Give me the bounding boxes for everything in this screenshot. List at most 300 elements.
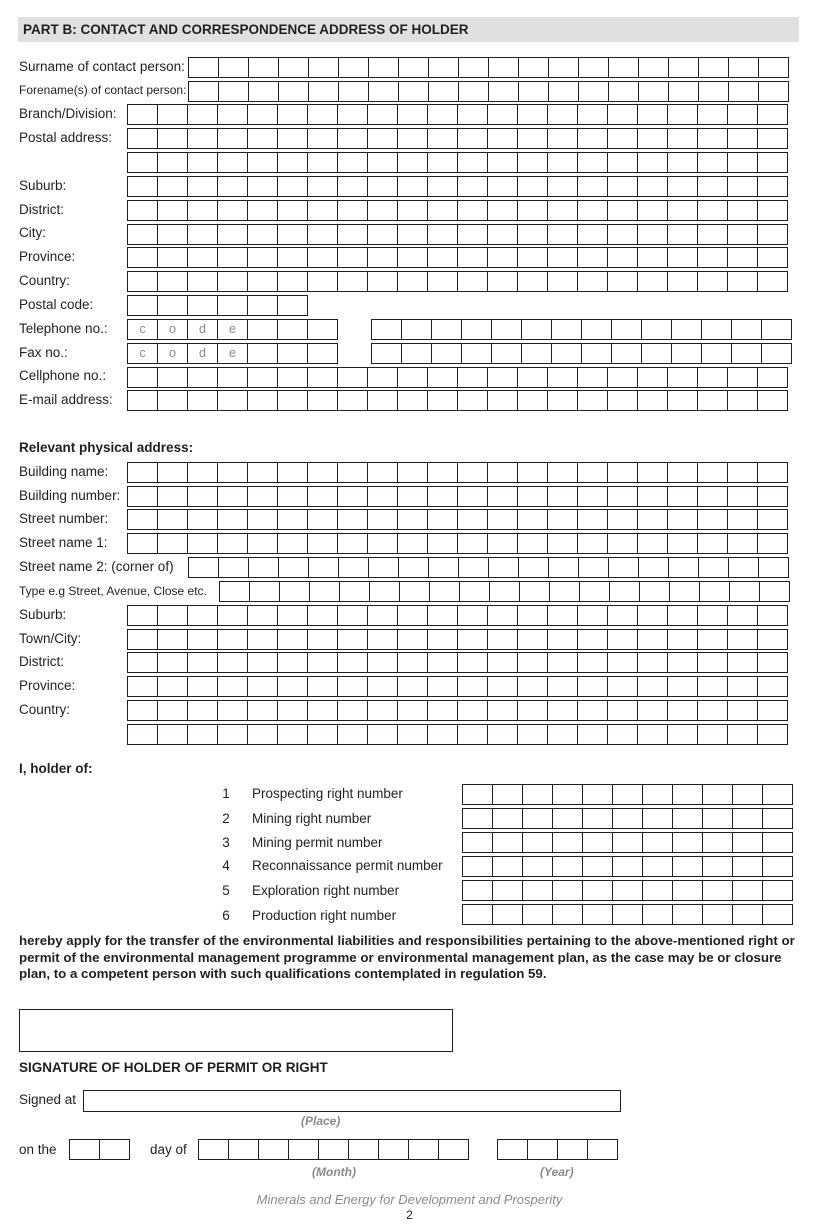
input-cell[interactable] <box>637 367 668 388</box>
input-cell[interactable] <box>337 533 368 554</box>
input-cell[interactable] <box>337 486 368 507</box>
input-cell[interactable] <box>637 128 668 149</box>
input-cell[interactable] <box>728 557 759 578</box>
input-cell[interactable] <box>99 1139 130 1160</box>
input-cell[interactable] <box>637 200 668 221</box>
production-right-field[interactable] <box>462 904 792 925</box>
input-cell[interactable] <box>69 1139 100 1160</box>
input-cell[interactable] <box>487 176 518 197</box>
input-cell[interactable] <box>667 652 698 673</box>
input-cell[interactable] <box>462 808 493 829</box>
exploration-right-field[interactable] <box>462 880 792 901</box>
input-cell[interactable] <box>247 724 278 745</box>
input-cell[interactable] <box>127 629 158 650</box>
input-cell[interactable] <box>637 271 668 292</box>
input-cell[interactable] <box>517 176 548 197</box>
input-cell[interactable] <box>367 200 398 221</box>
input-cell[interactable] <box>247 224 278 245</box>
input-cell[interactable] <box>702 784 733 805</box>
input-cell[interactable] <box>487 152 518 173</box>
input-cell[interactable] <box>307 104 338 125</box>
input-cell[interactable] <box>427 652 458 673</box>
input-cell[interactable] <box>697 176 728 197</box>
input-cell[interactable] <box>547 176 578 197</box>
input-cell[interactable] <box>522 832 553 853</box>
input-cell[interactable] <box>577 462 608 483</box>
input-cell[interactable] <box>378 1139 409 1160</box>
input-cell[interactable] <box>757 200 788 221</box>
input-cell[interactable] <box>757 367 788 388</box>
input-cell[interactable] <box>642 808 673 829</box>
input-cell[interactable] <box>637 247 668 268</box>
input-cell[interactable] <box>611 319 642 340</box>
input-cell[interactable] <box>607 152 638 173</box>
input-cell[interactable] <box>637 724 668 745</box>
input-cell[interactable] <box>187 104 218 125</box>
input-cell[interactable] <box>427 152 458 173</box>
input-cell[interactable] <box>641 319 672 340</box>
input-cell[interactable] <box>517 676 548 697</box>
input-cell[interactable] <box>247 343 278 364</box>
month-field[interactable] <box>198 1139 468 1160</box>
input-cell[interactable] <box>612 808 643 829</box>
input-cell[interactable] <box>547 700 578 721</box>
input-cell[interactable] <box>457 247 488 268</box>
input-cell[interactable] <box>757 533 788 554</box>
input-cell[interactable] <box>577 224 608 245</box>
input-cell[interactable] <box>517 462 548 483</box>
input-cell[interactable] <box>702 880 733 901</box>
input-cell[interactable] <box>428 81 459 102</box>
input-cell[interactable] <box>157 295 188 316</box>
input-cell[interactable] <box>642 832 673 853</box>
input-cell[interactable] <box>488 57 519 78</box>
input-cell[interactable] <box>462 784 493 805</box>
input-cell[interactable] <box>727 367 758 388</box>
input-cell[interactable] <box>307 247 338 268</box>
input-cell[interactable] <box>488 557 519 578</box>
input-cell[interactable] <box>672 904 703 925</box>
input-cell[interactable] <box>187 295 218 316</box>
input-cell[interactable] <box>757 104 788 125</box>
input-cell[interactable] <box>642 856 673 877</box>
input-cell[interactable] <box>757 390 788 411</box>
input-cell[interactable] <box>727 700 758 721</box>
input-cell[interactable] <box>457 652 488 673</box>
input-cell[interactable] <box>492 832 523 853</box>
input-cell[interactable] <box>519 581 550 602</box>
input-cell[interactable] <box>307 271 338 292</box>
physical-country-field-1[interactable] <box>127 700 787 721</box>
input-cell[interactable] <box>487 224 518 245</box>
input-cell[interactable] <box>307 128 338 149</box>
input-cell[interactable] <box>187 486 218 507</box>
input-cell[interactable] <box>547 462 578 483</box>
input-cell[interactable] <box>368 81 399 102</box>
input-cell[interactable] <box>757 486 788 507</box>
input-cell[interactable] <box>582 784 613 805</box>
input-cell[interactable] <box>697 224 728 245</box>
input-cell[interactable] <box>517 509 548 530</box>
input-cell[interactable] <box>397 605 428 626</box>
input-cell[interactable] <box>127 533 158 554</box>
input-cell[interactable] <box>337 247 368 268</box>
input-cell[interactable] <box>697 271 728 292</box>
input-cell[interactable] <box>607 700 638 721</box>
telephone-number-field[interactable] <box>371 319 791 340</box>
input-cell[interactable] <box>487 104 518 125</box>
input-cell[interactable] <box>337 724 368 745</box>
input-cell[interactable] <box>727 128 758 149</box>
physical-suburb-field[interactable] <box>127 605 787 626</box>
input-cell[interactable] <box>247 652 278 673</box>
input-cell[interactable] <box>551 319 582 340</box>
input-cell[interactable] <box>398 57 429 78</box>
input-cell[interactable] <box>218 57 249 78</box>
input-cell[interactable] <box>397 629 428 650</box>
input-cell[interactable] <box>367 605 398 626</box>
input-cell[interactable] <box>367 104 398 125</box>
input-cell[interactable] <box>217 652 248 673</box>
input-cell[interactable] <box>727 533 758 554</box>
input-cell[interactable] <box>547 367 578 388</box>
input-cell[interactable] <box>521 343 552 364</box>
input-cell[interactable] <box>337 605 368 626</box>
input-cell[interactable] <box>727 652 758 673</box>
input-cell[interactable] <box>277 676 308 697</box>
input-cell[interactable] <box>277 724 308 745</box>
input-cell[interactable] <box>217 509 248 530</box>
input-cell[interactable] <box>698 81 729 102</box>
input-cell[interactable] <box>552 880 583 901</box>
input-cell[interactable] <box>729 581 760 602</box>
input-cell[interactable] <box>457 605 488 626</box>
physical-province-field[interactable] <box>127 676 787 697</box>
input-cell[interactable] <box>758 557 789 578</box>
input-cell[interactable] <box>307 676 338 697</box>
input-cell[interactable] <box>732 784 763 805</box>
forenames-field[interactable] <box>188 81 788 102</box>
input-cell[interactable] <box>517 200 548 221</box>
input-cell[interactable] <box>427 629 458 650</box>
input-cell[interactable] <box>607 367 638 388</box>
input-cell[interactable] <box>732 856 763 877</box>
input-cell[interactable] <box>277 247 308 268</box>
input-cell[interactable] <box>247 128 278 149</box>
mining-permit-field[interactable] <box>462 832 792 853</box>
input-cell[interactable] <box>217 676 248 697</box>
input-cell[interactable] <box>427 605 458 626</box>
input-cell[interactable] <box>337 200 368 221</box>
input-cell[interactable] <box>157 486 188 507</box>
input-cell[interactable] <box>517 486 548 507</box>
input-cell[interactable] <box>247 104 278 125</box>
input-cell[interactable] <box>728 57 759 78</box>
postal-address-field-1[interactable] <box>127 128 787 149</box>
input-cell[interactable] <box>247 700 278 721</box>
input-cell[interactable] <box>157 724 188 745</box>
input-cell[interactable] <box>427 247 458 268</box>
input-cell[interactable] <box>697 486 728 507</box>
input-cell[interactable] <box>547 486 578 507</box>
input-cell[interactable] <box>457 271 488 292</box>
input-cell[interactable] <box>757 462 788 483</box>
input-cell[interactable] <box>337 462 368 483</box>
street-type-field[interactable] <box>219 581 789 602</box>
country-field[interactable] <box>127 271 787 292</box>
building-name-field[interactable] <box>127 462 787 483</box>
input-cell[interactable] <box>307 652 338 673</box>
input-cell[interactable] <box>582 880 613 901</box>
input-cell[interactable] <box>577 509 608 530</box>
input-cell[interactable] <box>547 533 578 554</box>
input-cell[interactable] <box>577 724 608 745</box>
input-cell[interactable] <box>228 1139 259 1160</box>
input-cell[interactable] <box>488 81 519 102</box>
input-cell[interactable] <box>218 81 249 102</box>
input-cell[interactable] <box>492 856 523 877</box>
street-number-field[interactable] <box>127 509 787 530</box>
input-cell[interactable] <box>667 271 698 292</box>
input-cell[interactable] <box>612 904 643 925</box>
code-cell[interactable]: o <box>157 319 188 340</box>
input-cell[interactable] <box>577 176 608 197</box>
input-cell[interactable] <box>608 81 639 102</box>
input-cell[interactable] <box>517 247 548 268</box>
input-cell[interactable] <box>127 247 158 268</box>
input-cell[interactable] <box>577 152 608 173</box>
input-cell[interactable] <box>401 319 432 340</box>
input-cell[interactable] <box>427 724 458 745</box>
input-cell[interactable] <box>217 533 248 554</box>
input-cell[interactable] <box>337 128 368 149</box>
input-cell[interactable] <box>457 462 488 483</box>
input-cell[interactable] <box>669 581 700 602</box>
input-cell[interactable] <box>217 200 248 221</box>
input-cell[interactable] <box>277 533 308 554</box>
input-cell[interactable] <box>518 81 549 102</box>
input-cell[interactable] <box>247 152 278 173</box>
input-cell[interactable] <box>667 104 698 125</box>
input-cell[interactable] <box>217 367 248 388</box>
input-cell[interactable] <box>458 57 489 78</box>
input-cell[interactable] <box>217 247 248 268</box>
input-cell[interactable] <box>727 605 758 626</box>
input-cell[interactable] <box>127 152 158 173</box>
input-cell[interactable] <box>217 462 248 483</box>
input-cell[interactable] <box>487 486 518 507</box>
input-cell[interactable] <box>217 700 248 721</box>
input-cell[interactable] <box>638 81 669 102</box>
input-cell[interactable] <box>757 629 788 650</box>
input-cell[interactable] <box>642 880 673 901</box>
input-cell[interactable] <box>458 557 489 578</box>
input-cell[interactable] <box>307 509 338 530</box>
input-cell[interactable] <box>577 533 608 554</box>
input-cell[interactable] <box>547 629 578 650</box>
input-cell[interactable] <box>217 295 248 316</box>
input-cell[interactable] <box>757 224 788 245</box>
input-cell[interactable] <box>697 724 728 745</box>
input-cell[interactable] <box>517 128 548 149</box>
input-cell[interactable] <box>247 462 278 483</box>
cellphone-field[interactable] <box>127 367 787 388</box>
code-cell[interactable]: d <box>187 343 218 364</box>
input-cell[interactable] <box>157 271 188 292</box>
input-cell[interactable] <box>367 533 398 554</box>
input-cell[interactable] <box>277 176 308 197</box>
input-cell[interactable] <box>187 676 218 697</box>
input-cell[interactable] <box>762 856 793 877</box>
input-cell[interactable] <box>248 57 279 78</box>
place-field[interactable] <box>83 1090 621 1112</box>
input-cell[interactable] <box>457 676 488 697</box>
input-cell[interactable] <box>277 343 308 364</box>
input-cell[interactable] <box>457 367 488 388</box>
input-cell[interactable] <box>612 856 643 877</box>
input-cell[interactable] <box>427 104 458 125</box>
input-cell[interactable] <box>277 200 308 221</box>
input-cell[interactable] <box>337 390 368 411</box>
input-cell[interactable] <box>697 533 728 554</box>
input-cell[interactable] <box>548 557 579 578</box>
input-cell[interactable] <box>457 533 488 554</box>
input-cell[interactable] <box>247 295 278 316</box>
input-cell[interactable] <box>607 724 638 745</box>
input-cell[interactable] <box>577 200 608 221</box>
input-cell[interactable] <box>701 343 732 364</box>
input-cell[interactable] <box>371 319 402 340</box>
input-cell[interactable] <box>431 319 462 340</box>
input-cell[interactable] <box>762 784 793 805</box>
email-field[interactable] <box>127 390 787 411</box>
input-cell[interactable] <box>397 462 428 483</box>
input-cell[interactable] <box>638 57 669 78</box>
building-number-field[interactable] <box>127 486 787 507</box>
input-cell[interactable] <box>367 724 398 745</box>
input-cell[interactable] <box>367 629 398 650</box>
input-cell[interactable] <box>667 128 698 149</box>
input-cell[interactable] <box>758 57 789 78</box>
input-cell[interactable] <box>759 581 790 602</box>
input-cell[interactable] <box>462 904 493 925</box>
input-cell[interactable] <box>367 176 398 197</box>
code-cell[interactable]: d <box>187 319 218 340</box>
input-cell[interactable] <box>638 557 669 578</box>
input-cell[interactable] <box>577 486 608 507</box>
input-cell[interactable] <box>127 509 158 530</box>
input-cell[interactable] <box>758 81 789 102</box>
input-cell[interactable] <box>277 390 308 411</box>
input-cell[interactable] <box>702 808 733 829</box>
input-cell[interactable] <box>527 1139 558 1160</box>
input-cell[interactable] <box>701 319 732 340</box>
input-cell[interactable] <box>157 200 188 221</box>
input-cell[interactable] <box>457 390 488 411</box>
input-cell[interactable] <box>187 128 218 149</box>
input-cell[interactable] <box>552 904 583 925</box>
input-cell[interactable] <box>247 390 278 411</box>
input-cell[interactable] <box>577 676 608 697</box>
input-cell[interactable] <box>427 271 458 292</box>
input-cell[interactable] <box>277 367 308 388</box>
input-cell[interactable] <box>757 271 788 292</box>
input-cell[interactable] <box>547 152 578 173</box>
input-cell[interactable] <box>337 676 368 697</box>
code-cell[interactable]: c <box>127 343 158 364</box>
input-cell[interactable] <box>577 605 608 626</box>
input-cell[interactable] <box>667 176 698 197</box>
input-cell[interactable] <box>702 832 733 853</box>
input-cell[interactable] <box>307 390 338 411</box>
input-cell[interactable] <box>397 247 428 268</box>
day-field[interactable] <box>69 1139 129 1160</box>
input-cell[interactable] <box>247 247 278 268</box>
input-cell[interactable] <box>607 462 638 483</box>
input-cell[interactable] <box>187 509 218 530</box>
input-cell[interactable] <box>557 1139 588 1160</box>
input-cell[interactable] <box>547 128 578 149</box>
input-cell[interactable] <box>578 557 609 578</box>
input-cell[interactable] <box>339 581 370 602</box>
input-cell[interactable] <box>247 629 278 650</box>
input-cell[interactable] <box>582 808 613 829</box>
input-cell[interactable] <box>487 390 518 411</box>
input-cell[interactable] <box>761 319 792 340</box>
input-cell[interactable] <box>727 152 758 173</box>
input-cell[interactable] <box>127 295 158 316</box>
input-cell[interactable] <box>217 724 248 745</box>
physical-country-field-2[interactable] <box>127 724 787 745</box>
input-cell[interactable] <box>288 1139 319 1160</box>
input-cell[interactable] <box>157 605 188 626</box>
input-cell[interactable] <box>637 152 668 173</box>
input-cell[interactable] <box>397 509 428 530</box>
input-cell[interactable] <box>397 200 428 221</box>
input-cell[interactable] <box>727 224 758 245</box>
input-cell[interactable] <box>278 81 309 102</box>
input-cell[interactable] <box>307 319 338 340</box>
input-cell[interactable] <box>698 57 729 78</box>
input-cell[interactable] <box>552 808 583 829</box>
input-cell[interactable] <box>547 104 578 125</box>
reconnaissance-permit-field[interactable] <box>462 856 792 877</box>
input-cell[interactable] <box>547 605 578 626</box>
input-cell[interactable] <box>398 81 429 102</box>
input-cell[interactable] <box>337 224 368 245</box>
input-cell[interactable] <box>517 390 548 411</box>
suburb-field[interactable] <box>127 176 787 197</box>
input-cell[interactable] <box>187 462 218 483</box>
input-cell[interactable] <box>157 152 188 173</box>
input-cell[interactable] <box>369 581 400 602</box>
input-cell[interactable] <box>577 104 608 125</box>
input-cell[interactable] <box>397 700 428 721</box>
prospecting-right-field[interactable] <box>462 784 792 805</box>
input-cell[interactable] <box>757 509 788 530</box>
input-cell[interactable] <box>637 629 668 650</box>
input-cell[interactable] <box>367 152 398 173</box>
input-cell[interactable] <box>757 152 788 173</box>
input-cell[interactable] <box>457 486 488 507</box>
input-cell[interactable] <box>397 724 428 745</box>
input-cell[interactable] <box>367 676 398 697</box>
input-cell[interactable] <box>697 152 728 173</box>
input-cell[interactable] <box>667 629 698 650</box>
input-cell[interactable] <box>307 629 338 650</box>
input-cell[interactable] <box>517 104 548 125</box>
input-cell[interactable] <box>732 832 763 853</box>
